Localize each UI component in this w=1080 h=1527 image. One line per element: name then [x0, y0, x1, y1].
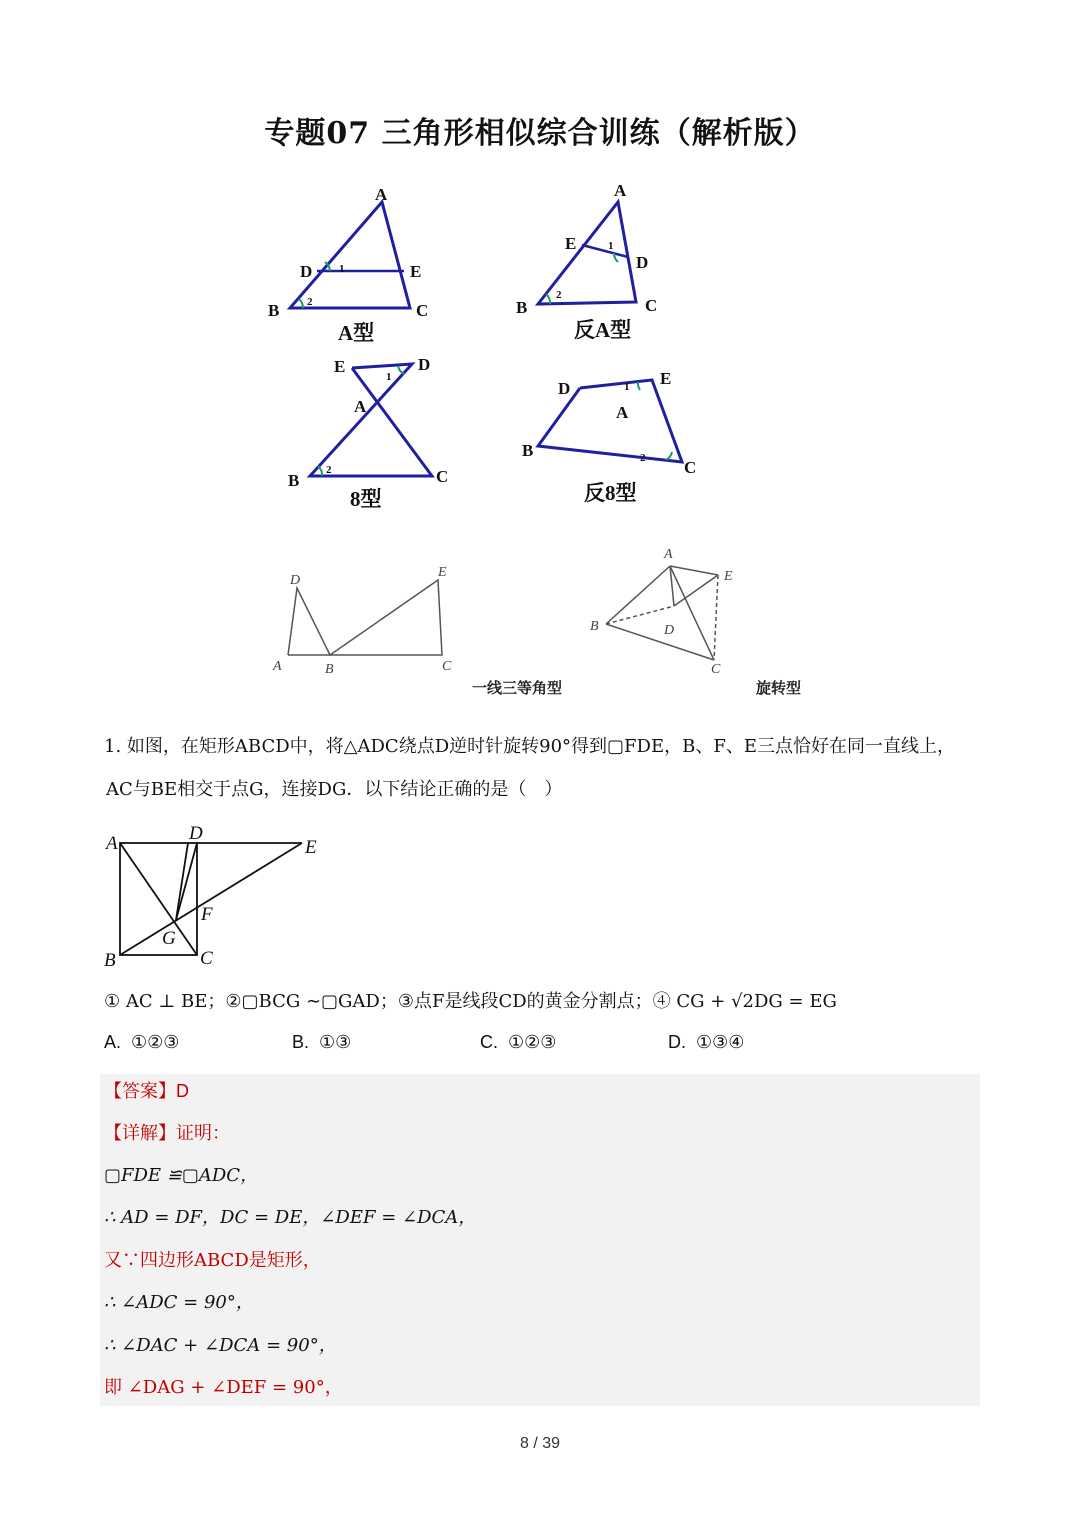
fig-a-label-C: C — [416, 301, 429, 320]
answer-value: D — [176, 1081, 189, 1101]
answer-label: 【答案】 — [104, 1081, 176, 1102]
fig-a-label-D: D — [300, 262, 313, 281]
fig-r8-label-A: A — [616, 403, 629, 422]
option-c-value: ①②③ — [508, 1032, 557, 1053]
option-b-label: B. — [292, 1032, 310, 1052]
option-c-label: C. — [480, 1032, 498, 1052]
solution-step-6: 即 ∠DAG + ∠DEF = 90°， — [104, 1377, 343, 1398]
detail-line — [104, 1119, 230, 1145]
fig-8-caption: 8型 — [350, 487, 382, 511]
option-d-label: D. — [668, 1032, 686, 1052]
fig-r8-label-E: E — [660, 369, 672, 388]
fig-a-label-E: E — [410, 262, 422, 281]
fig-8-label-B: B — [288, 471, 300, 490]
fig-8-angle-2: 2 — [326, 464, 332, 476]
option-d-value: ①③④ — [696, 1032, 745, 1053]
fig-1l-label-A: A — [273, 659, 282, 674]
fig-r8-angle-1: 1 — [624, 381, 630, 393]
detail-label: 【详解】 — [104, 1123, 176, 1144]
solution-step-2: ∴ AD = DF，DC = DE，∠DEF = ∠DCA， — [104, 1207, 477, 1228]
fig-r8-label-D: D — [558, 379, 571, 398]
answer-line — [104, 1077, 189, 1103]
option-a-label: A. — [104, 1032, 122, 1052]
solution-step-3: 又∵四边形ABCD是矩形， — [104, 1250, 321, 1271]
fig-a-angle-2: 2 — [307, 296, 313, 308]
fig-rot-label-D: D — [664, 623, 675, 638]
fig-rot-label-A: A — [664, 547, 673, 562]
fig-ra-label-A: A — [614, 181, 627, 200]
option-d[interactable] — [668, 1032, 744, 1053]
fig-a-angle-1: 1 — [339, 263, 345, 275]
q-fig-label-B: B — [104, 950, 116, 971]
q-fig-label-F: F — [201, 904, 213, 925]
fig-ra-angle-2: 2 — [556, 289, 562, 301]
q-fig-label-D: D — [189, 823, 203, 844]
fig-1l-label-E: E — [438, 565, 447, 580]
solution-step-4: ∴ ∠ADC = 90°， — [104, 1292, 254, 1313]
fig-1l-caption: 一线三等角型 — [472, 680, 563, 697]
fig-ra-caption: 反A型 — [574, 318, 632, 342]
fig-ra-label-B: B — [516, 298, 528, 317]
option-a-value: ①②③ — [131, 1032, 180, 1053]
q-fig-label-A: A — [106, 833, 118, 854]
option-c[interactable] — [480, 1032, 556, 1053]
fig-rot-label-C: C — [711, 662, 721, 677]
fig-a-caption: A型 — [338, 321, 375, 345]
question-line-2: AC与BE相交于点G，连接DG．以下结论正确的是（ ） — [106, 779, 563, 800]
page-title: 专题07 三角形相似综合训练（解析版） — [264, 116, 816, 151]
q-fig-label-G: G — [162, 928, 176, 949]
fig-1l-label-D: D — [290, 573, 301, 588]
option-a[interactable] — [104, 1032, 179, 1053]
fig-8-label-A: A — [354, 397, 367, 416]
fig-rot-label-B: B — [590, 619, 599, 634]
fig-r8-caption: 反8型 — [584, 481, 637, 505]
fig-ra-label-C: C — [645, 296, 658, 315]
solution-step-5: ∴ ∠DAC + ∠DCA = 90°， — [104, 1335, 337, 1356]
fig-8-angle-1: 1 — [386, 371, 392, 383]
question-line-1: 1. 如图，在矩形ABCD中，将△ADC绕点D逆时针旋转90°得到▢FDE，B、F、E三点恰好在同一直线上， — [104, 736, 955, 757]
question-statements: ① AC ⊥ BE；②▢BCG ∼▢GAD；③点F是线段CD的黄金分割点；④ CG + √2DG = EG — [104, 991, 837, 1012]
fig-ra-angle-1: 1 — [608, 240, 614, 252]
fig-r8-label-C: C — [684, 458, 697, 477]
fig-r8-angle-2: 2 — [640, 452, 646, 464]
fig-8-label-D: D — [418, 355, 431, 374]
option-b-value: ①③ — [319, 1032, 352, 1053]
fig-a-label-A: A — [375, 185, 388, 204]
fig-1l-label-C: C — [442, 659, 452, 674]
fig-rot-label-E: E — [724, 569, 733, 584]
page-number: 8 / 39 — [519, 1435, 561, 1452]
fig-ra-label-E: E — [565, 234, 577, 253]
q-fig-label-C: C — [200, 948, 213, 969]
fig-ra-label-D: D — [636, 253, 649, 272]
fig-8-label-E: E — [334, 357, 346, 376]
q-fig-label-E: E — [305, 837, 317, 858]
option-b[interactable] — [292, 1032, 351, 1053]
fig-1l-label-B: B — [325, 662, 334, 677]
fig-r8-label-B: B — [522, 441, 534, 460]
solution-step-1: ▢FDE ≌▢ADC， — [104, 1165, 259, 1186]
fig-a-label-B: B — [268, 301, 280, 320]
fig-rot-caption: 旋转型 — [756, 680, 802, 697]
detail-intro: 证明： — [176, 1123, 230, 1144]
fig-8-label-C: C — [436, 467, 449, 486]
